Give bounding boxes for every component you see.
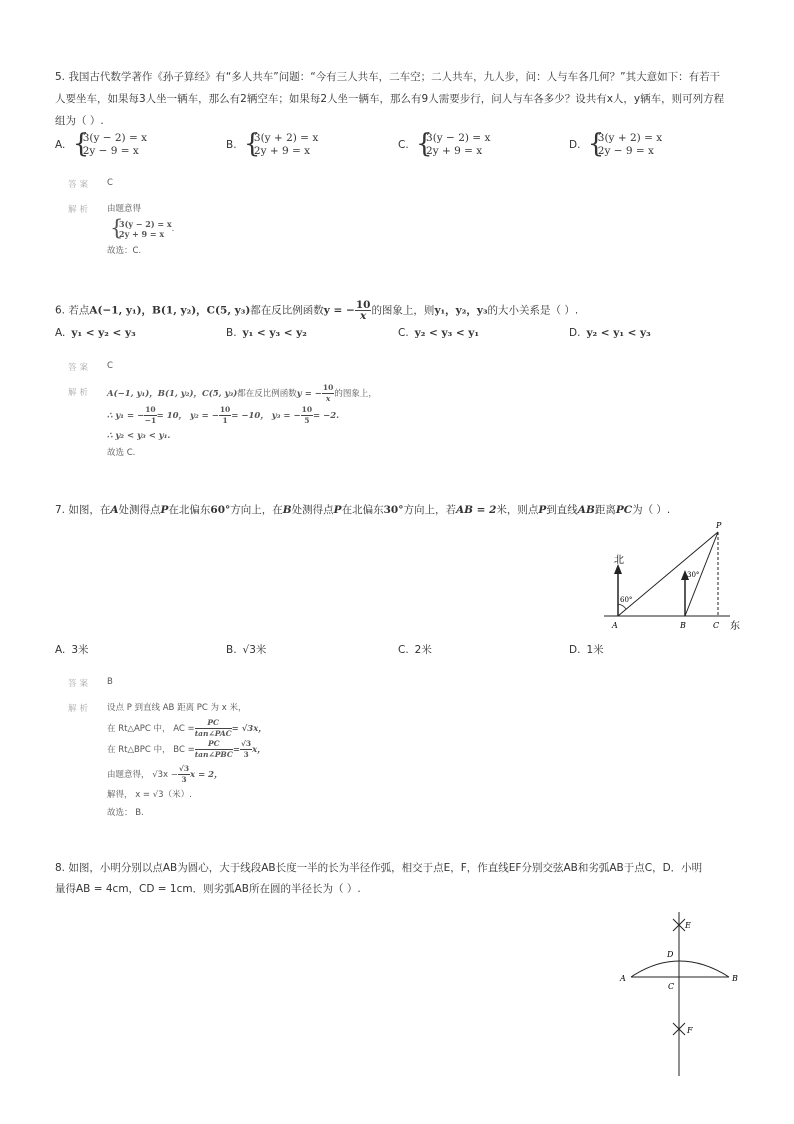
answer-value: B xyxy=(107,677,113,687)
math: = 10， y₂ = − xyxy=(156,411,219,421)
angle-arc-a xyxy=(618,604,626,609)
numerator: 10 xyxy=(322,383,334,392)
math: x = 2， xyxy=(190,770,223,780)
option-text: 3米 xyxy=(71,644,89,656)
q7-option-a[interactable] xyxy=(55,642,89,657)
option-letter: A. xyxy=(55,644,66,656)
fraction xyxy=(144,405,156,426)
explain-line-1 xyxy=(107,383,377,404)
option-letter: D. xyxy=(569,644,581,656)
answer-value: C xyxy=(107,361,113,371)
option-text: √3米 xyxy=(242,644,267,656)
explain-line-5: 解得， x = √3（米）. xyxy=(107,790,192,800)
math: = −10， y₃ = − xyxy=(231,411,301,421)
q6-option-c[interactable] xyxy=(398,327,479,339)
equation-system xyxy=(590,132,662,158)
stem-math: AB = 2 xyxy=(455,504,497,516)
stem-text: 方向上，若 xyxy=(403,504,456,516)
fraction xyxy=(219,405,231,426)
numerator: PC xyxy=(195,718,232,729)
option-letter: C. xyxy=(398,327,409,339)
stem-text: 到直线 xyxy=(546,504,578,516)
arc-ab xyxy=(631,961,729,977)
math: y = − xyxy=(296,389,322,399)
fraction xyxy=(322,383,334,404)
equation: { 3(y − 2) = x xyxy=(119,219,172,229)
equation: { 3(y + 2) = x xyxy=(253,132,319,144)
line-ap xyxy=(618,532,718,616)
math: = √3x， xyxy=(231,724,267,734)
explain-label: 解析 xyxy=(68,704,92,714)
q6-option-b[interactable] xyxy=(226,327,307,339)
denominator: tan∠PAC xyxy=(194,729,232,738)
q6-stem xyxy=(55,300,578,321)
explain-line-2 xyxy=(107,405,339,426)
stem-math: AB xyxy=(577,504,595,516)
stem-math: 30° xyxy=(383,504,404,516)
denominator: −1 xyxy=(144,416,157,425)
explain-conclusion: 故选 C. xyxy=(107,448,136,458)
numerator: 10 xyxy=(219,405,231,414)
point-p-label: P xyxy=(716,521,722,530)
denominator: tan∠PBC xyxy=(194,750,233,759)
numerator: PC xyxy=(195,739,233,750)
text: 在 Rt△APC 中， AC = xyxy=(107,724,195,734)
denominator: 5 xyxy=(304,416,310,425)
q5-stem-line3: 组为（ ）. xyxy=(55,115,104,127)
option-text: y₁ < y₂ < y₃ xyxy=(71,327,136,339)
option-letter: C. xyxy=(398,644,409,656)
point-a-label: A xyxy=(612,621,618,630)
numerator: 10 xyxy=(145,405,156,414)
explain-label: 解析 xyxy=(68,388,92,398)
denominator: x xyxy=(359,310,367,322)
q8-stem-line2: 量得AB = 4cm，CD = 1cm．则劣弧AB所在圆的半径长为（ ）. xyxy=(55,883,361,895)
stem-math: y₁，y₂，y₃ xyxy=(434,304,488,317)
stem-text: 距离 xyxy=(594,504,616,516)
denominator: 3 xyxy=(243,750,249,759)
numerator: 10 xyxy=(355,299,371,311)
stem-math: 60° xyxy=(210,504,231,516)
numerator: 10 xyxy=(301,405,313,414)
numerator: √3 xyxy=(241,739,252,748)
option-letter: D. xyxy=(569,139,581,151)
explain-label: 解析 xyxy=(68,205,92,215)
explain-conclusion: 故选：C. xyxy=(107,246,142,256)
explain-system: { 3(y − 2) = x 2y + 9 = x . xyxy=(112,219,174,239)
stem-math: P xyxy=(333,504,342,516)
option-letter: B. xyxy=(226,644,237,656)
q6-option-d[interactable] xyxy=(569,327,651,339)
point-a-label: A xyxy=(620,974,626,983)
stem-math: B xyxy=(282,504,292,516)
point-b-label: B xyxy=(680,621,686,630)
answer-value: C xyxy=(107,178,113,188)
equation: 2y + 9 = x xyxy=(426,145,483,157)
q6-option-a[interactable] xyxy=(55,327,136,339)
math: x， xyxy=(252,745,266,755)
point-c-label: C xyxy=(713,621,720,630)
option-text: 2米 xyxy=(414,644,432,656)
stem-math: P xyxy=(160,504,169,516)
math: ∴ y₁ = − xyxy=(107,411,145,421)
fraction xyxy=(301,405,313,426)
equation: 2y − 9 = x xyxy=(82,145,139,157)
explain-line-3 xyxy=(107,739,266,760)
stem-text: 都在反比例函数 xyxy=(250,304,324,317)
fraction xyxy=(178,764,190,785)
q7-figure xyxy=(600,518,750,636)
point-f-label: F xyxy=(687,1026,693,1035)
text: 的图象上， xyxy=(334,389,377,399)
math: A(−1, y₁)，B(1, y₂)，C(5, y₃) xyxy=(107,389,238,399)
equation: 2y + 9 = x xyxy=(119,229,165,239)
explain-line-1: 设点 P 到直线 AB 距离 PC 为 x 米， xyxy=(107,703,247,713)
option-letter: B. xyxy=(226,139,237,151)
equation: 2y + 9 = x xyxy=(253,145,311,157)
stem-math: P xyxy=(538,504,547,516)
stem-text: 7. 如图，在 xyxy=(55,504,111,516)
explain-conclusion: 故选： B. xyxy=(107,808,144,818)
q8-stem-line1: 8. 如图，小明分别以点AB为圆心，大于线段AB长度一半的长为半径作弧，相交于点E，F，作直线EF分别交弦AB和劣弧AB于点C，D．小明 xyxy=(55,862,703,874)
north-label: 北 xyxy=(614,555,624,566)
q7-option-b[interactable] xyxy=(226,642,266,657)
stem-text: 米，则点 xyxy=(496,504,539,516)
stem-text: 在北偏东 xyxy=(341,504,384,516)
angle-label-a: 60° xyxy=(620,596,633,604)
denominator: 3 xyxy=(181,775,187,784)
denominator: 1 xyxy=(222,416,228,425)
equation-system xyxy=(75,132,147,158)
equation: { 3(y − 2) = x xyxy=(426,132,491,144)
stem-math: PC xyxy=(615,504,633,516)
option-letter: A. xyxy=(55,139,66,151)
stem-text: 6. 若点 xyxy=(55,304,90,317)
stem-math: A(−1, y₁)，B(1, y₂)，C(5, y₃) xyxy=(89,304,251,317)
option-text: y₂ < y₃ < y₁ xyxy=(414,327,479,339)
q8-figure xyxy=(615,912,745,1082)
stem-math: A xyxy=(110,504,119,516)
q5-option-a[interactable] xyxy=(55,132,147,158)
option-text: y₂ < y₁ < y₃ xyxy=(586,327,651,339)
option-text: 1米 xyxy=(586,644,604,656)
q5-stem-line2: 人要坐车，如果每3人坐一辆车，那么有2辆空车；如果每2人坐一辆车，那么有9人需要步行，问人与车各多少？设共有x人，y辆车，则可列方程 xyxy=(55,93,725,105)
numerator: √3 xyxy=(178,764,190,773)
explain-line-4 xyxy=(107,764,223,785)
stem-text: 处测得点 xyxy=(291,504,334,516)
angle-label-b: 30° xyxy=(687,571,700,579)
q7-option-d[interactable] xyxy=(569,642,604,657)
option-letter: B. xyxy=(226,327,237,339)
point-e-label: E xyxy=(685,921,691,930)
option-text: y₁ < y₃ < y₂ xyxy=(242,327,307,339)
stem-text: 处测得点 xyxy=(118,504,161,516)
q5-option-d[interactable] xyxy=(569,132,662,158)
denominator: x xyxy=(325,394,331,403)
text: 在 Rt△BPC 中， BC = xyxy=(107,745,195,755)
stem-math: y = − xyxy=(323,304,355,317)
answer-label: 答案 xyxy=(68,363,92,373)
stem-text: 在北偏东 xyxy=(168,504,211,516)
explain-line-2 xyxy=(107,718,267,739)
q7-stem xyxy=(55,503,670,517)
equation-system xyxy=(246,132,318,158)
answer-label: 答案 xyxy=(68,180,92,190)
fraction xyxy=(240,739,252,760)
answer-label: 答案 xyxy=(68,679,92,689)
stem-text: 方向上，在 xyxy=(230,504,283,516)
stem-text: 的大小关系是（ ）. xyxy=(487,304,579,317)
option-letter: C. xyxy=(398,139,409,151)
point-b-label: B xyxy=(732,974,738,983)
equation: 2y − 9 = x xyxy=(597,145,654,157)
equation: { 3(y − 2) = x xyxy=(82,132,148,144)
q5-option-c[interactable] xyxy=(398,132,490,158)
q7-option-c[interactable] xyxy=(398,642,432,657)
math: ∴ y₂ < y₃ < y₁. xyxy=(107,431,171,441)
point-d-label: D xyxy=(667,950,674,959)
fraction xyxy=(195,739,233,760)
explain-line-3 xyxy=(107,430,170,442)
math: = −2. xyxy=(313,411,340,421)
equation: { 3(y + 2) = x xyxy=(597,132,663,144)
text: 都在反比例函数 xyxy=(237,389,297,399)
text: 由题意得， √3x − xyxy=(107,770,178,780)
fraction xyxy=(195,718,232,739)
q5-option-b[interactable] xyxy=(226,132,318,158)
equation-system xyxy=(418,132,490,158)
q5-stem-line1: 5. 我国古代数学著作《孙子算经》有“多人共车”问题：“今有三人共车，二车空；二人共车，九人步，问：人与车各几何？”其大意如下：有若干 xyxy=(55,71,721,83)
stem-text: 为（ ）. xyxy=(632,504,671,516)
option-letter: D. xyxy=(569,327,581,339)
math: = xyxy=(232,745,240,755)
east-label: 东 xyxy=(730,621,740,632)
stem-text: 的图象上，则 xyxy=(371,304,435,317)
fraction xyxy=(355,300,372,321)
equation-system xyxy=(112,219,172,239)
explain-intro: 由题意得 xyxy=(107,204,142,214)
point-c-label: C xyxy=(668,982,675,991)
option-letter: A. xyxy=(55,327,66,339)
